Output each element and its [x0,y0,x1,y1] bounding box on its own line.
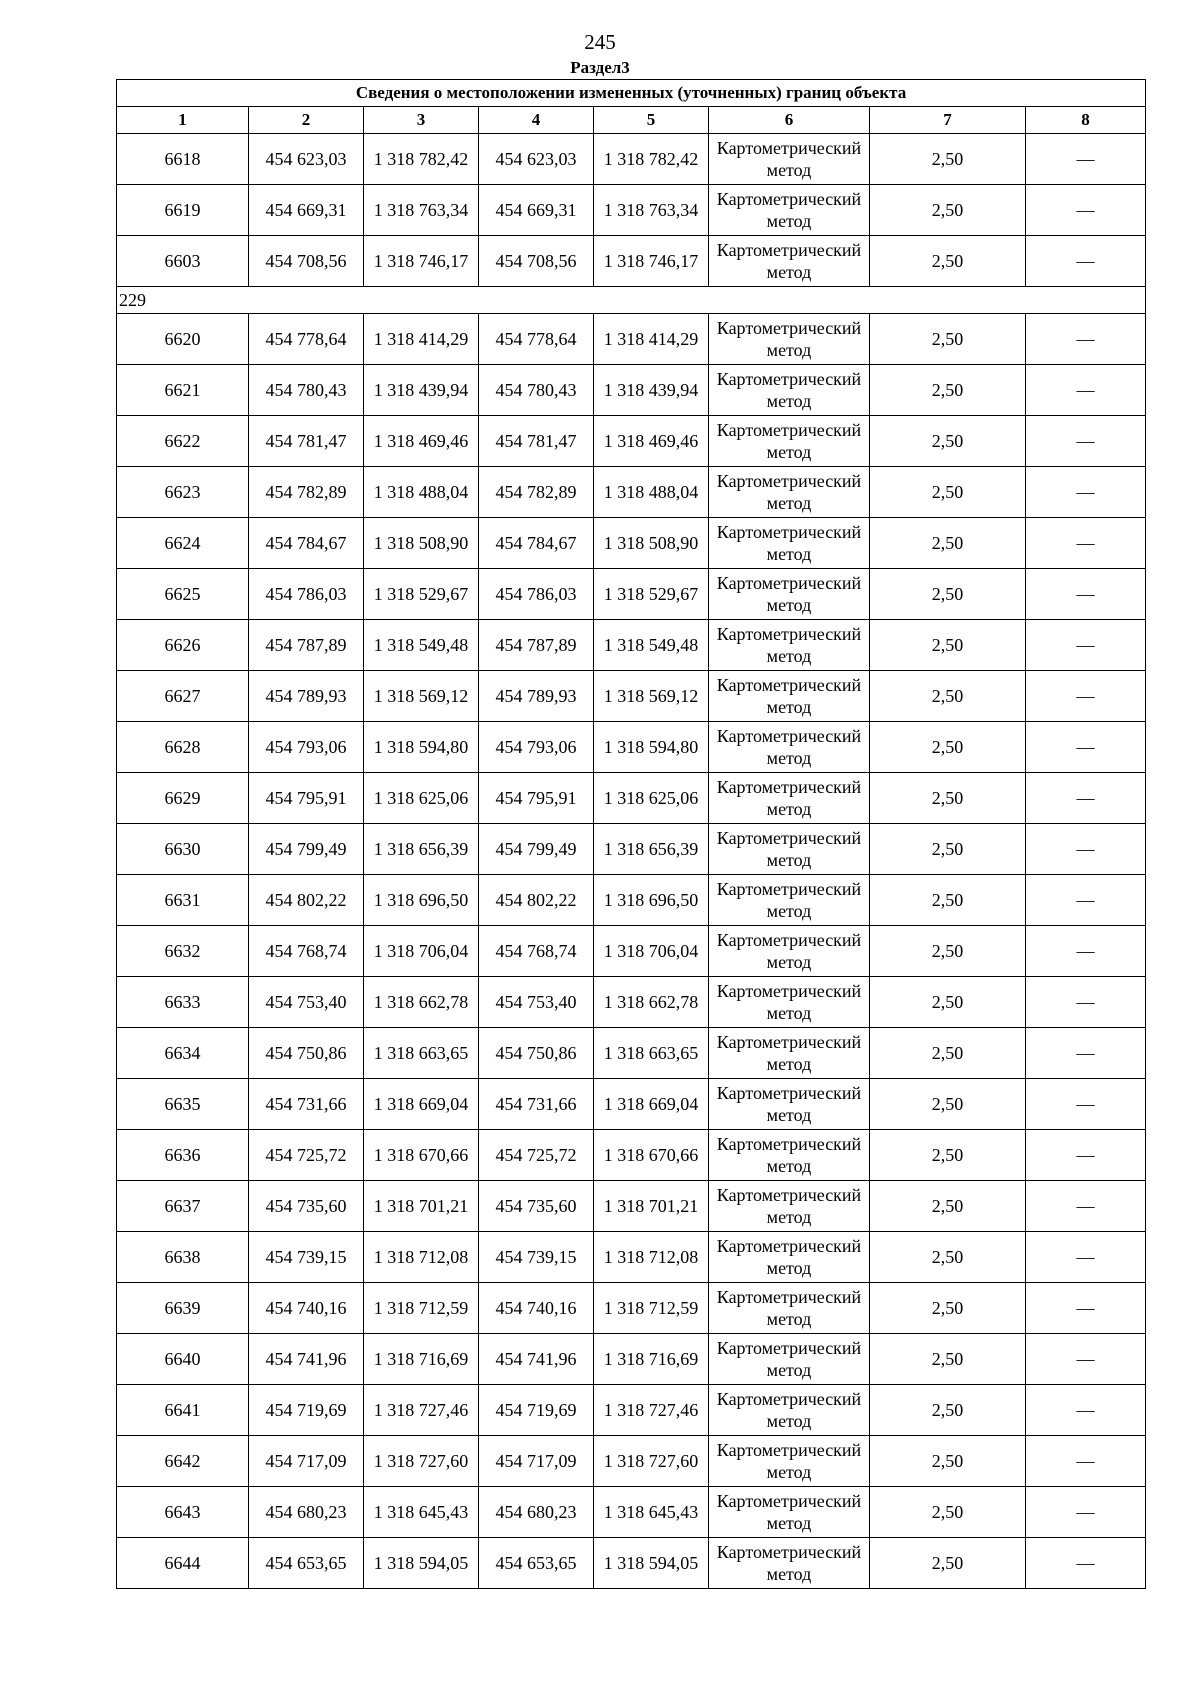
x-existing-cell: 454 768,74 [249,926,364,977]
description-cell: — [1026,620,1146,671]
point-number-cell: 6623 [117,467,249,518]
y-existing-cell: 1 318 706,04 [364,926,479,977]
point-number-cell: 6625 [117,569,249,620]
table-header-row [117,107,1146,134]
description-cell: — [1026,671,1146,722]
x-new-cell: 454 735,60 [479,1181,594,1232]
y-existing-cell: 1 318 594,05 [364,1538,479,1589]
table-row [117,518,1146,569]
accuracy-cell: 2,50 [870,824,1026,875]
accuracy-cell: 2,50 [870,1538,1026,1589]
method-cell: Картометрический метод [709,1283,870,1334]
accuracy-cell: 2,50 [870,620,1026,671]
point-number-cell: 6635 [117,1079,249,1130]
point-number-cell: 6626 [117,620,249,671]
method-cell: Картометрический метод [709,1028,870,1079]
description-cell: — [1026,926,1146,977]
accuracy-cell: 2,50 [870,416,1026,467]
point-number-cell: 6633 [117,977,249,1028]
y-existing-cell: 1 318 669,04 [364,1079,479,1130]
table-row [117,773,1146,824]
x-existing-cell: 454 653,65 [249,1538,364,1589]
x-new-cell: 454 782,89 [479,467,594,518]
accuracy-cell: 2,50 [870,1487,1026,1538]
y-existing-cell: 1 318 414,29 [364,314,479,365]
point-number-cell: 6636 [117,1130,249,1181]
y-new-cell: 1 318 716,69 [594,1334,709,1385]
column-header: 6 [709,107,870,134]
point-number-cell: 6640 [117,1334,249,1385]
x-existing-cell: 454 708,56 [249,236,364,287]
table-row [117,620,1146,671]
description-cell: — [1026,1334,1146,1385]
point-number-cell: 6619 [117,185,249,236]
description-cell: — [1026,977,1146,1028]
point-number-cell: 6629 [117,773,249,824]
x-new-cell: 454 653,65 [479,1538,594,1589]
x-existing-cell: 454 623,03 [249,134,364,185]
description-cell: — [1026,1028,1146,1079]
table-row [117,1079,1146,1130]
description-cell: — [1026,1283,1146,1334]
point-number-cell: 6641 [117,1385,249,1436]
description-cell: — [1026,518,1146,569]
table-row [117,365,1146,416]
x-existing-cell: 454 750,86 [249,1028,364,1079]
y-new-cell: 1 318 746,17 [594,236,709,287]
accuracy-cell: 2,50 [870,185,1026,236]
y-existing-cell: 1 318 763,34 [364,185,479,236]
y-new-cell: 1 318 696,50 [594,875,709,926]
y-existing-cell: 1 318 549,48 [364,620,479,671]
accuracy-cell: 2,50 [870,314,1026,365]
x-existing-cell: 454 787,89 [249,620,364,671]
method-cell: Картометрический метод [709,1385,870,1436]
page-number: 245 [584,30,616,54]
accuracy-cell: 2,50 [870,569,1026,620]
y-existing-cell: 1 318 529,67 [364,569,479,620]
x-new-cell: 454 789,93 [479,671,594,722]
description-cell: — [1026,134,1146,185]
column-header: 2 [249,107,364,134]
point-number-cell: 6622 [117,416,249,467]
x-new-cell: 454 786,03 [479,569,594,620]
point-number-cell: 6620 [117,314,249,365]
table-row [117,722,1146,773]
description-cell: — [1026,365,1146,416]
x-existing-cell: 454 784,67 [249,518,364,569]
y-existing-cell: 1 318 656,39 [364,824,479,875]
method-cell: Картометрический метод [709,134,870,185]
table-row [117,569,1146,620]
column-header: 7 [870,107,1026,134]
x-existing-cell: 454 735,60 [249,1181,364,1232]
column-header: 5 [594,107,709,134]
point-number-cell: 6642 [117,1436,249,1487]
y-new-cell: 1 318 625,06 [594,773,709,824]
x-existing-cell: 454 786,03 [249,569,364,620]
point-number-cell: 6630 [117,824,249,875]
method-cell: Картометрический метод [709,1079,870,1130]
table-row [117,875,1146,926]
y-new-cell: 1 318 701,21 [594,1181,709,1232]
description-cell: — [1026,1232,1146,1283]
table-row [117,1436,1146,1487]
x-existing-cell: 454 719,69 [249,1385,364,1436]
x-new-cell: 454 780,43 [479,365,594,416]
x-existing-cell: 454 725,72 [249,1130,364,1181]
y-new-cell: 1 318 663,65 [594,1028,709,1079]
y-new-cell: 1 318 669,04 [594,1079,709,1130]
accuracy-cell: 2,50 [870,365,1026,416]
x-new-cell: 454 784,67 [479,518,594,569]
y-new-cell: 1 318 439,94 [594,365,709,416]
x-existing-cell: 454 799,49 [249,824,364,875]
x-new-cell: 454 719,69 [479,1385,594,1436]
method-cell: Картометрический метод [709,416,870,467]
accuracy-cell: 2,50 [870,518,1026,569]
method-cell: Картометрический метод [709,875,870,926]
column-header: 8 [1026,107,1146,134]
description-cell: — [1026,314,1146,365]
method-cell: Картометрический метод [709,1232,870,1283]
x-new-cell: 454 741,96 [479,1334,594,1385]
accuracy-cell: 2,50 [870,134,1026,185]
table-caption: Сведения о местоположении измененных (уточненных) границ объекта [117,80,1146,107]
y-new-cell: 1 318 712,59 [594,1283,709,1334]
accuracy-cell: 2,50 [870,1028,1026,1079]
y-existing-cell: 1 318 625,06 [364,773,479,824]
point-number-cell: 6643 [117,1487,249,1538]
method-cell: Картометрический метод [709,1130,870,1181]
accuracy-cell: 2,50 [870,977,1026,1028]
description-cell: — [1026,1385,1146,1436]
description-cell: — [1026,875,1146,926]
x-new-cell: 454 739,15 [479,1232,594,1283]
y-new-cell: 1 318 727,46 [594,1385,709,1436]
point-number-cell: 6628 [117,722,249,773]
x-existing-cell: 454 789,93 [249,671,364,722]
y-existing-cell: 1 318 439,94 [364,365,479,416]
y-new-cell: 1 318 414,29 [594,314,709,365]
method-cell: Картометрический метод [709,1181,870,1232]
y-new-cell: 1 318 662,78 [594,977,709,1028]
description-cell: — [1026,1181,1146,1232]
table-row [117,134,1146,185]
method-cell: Картометрический метод [709,824,870,875]
y-new-cell: 1 318 488,04 [594,467,709,518]
x-new-cell: 454 725,72 [479,1130,594,1181]
accuracy-cell: 2,50 [870,1283,1026,1334]
x-existing-cell: 454 731,66 [249,1079,364,1130]
table-row [117,1181,1146,1232]
description-cell: — [1026,1538,1146,1589]
table-row [117,1232,1146,1283]
method-cell: Картометрический метод [709,314,870,365]
accuracy-cell: 2,50 [870,1334,1026,1385]
table-row [117,1487,1146,1538]
y-existing-cell: 1 318 716,69 [364,1334,479,1385]
y-new-cell: 1 318 529,67 [594,569,709,620]
x-new-cell: 454 781,47 [479,416,594,467]
description-cell: — [1026,416,1146,467]
accuracy-cell: 2,50 [870,1232,1026,1283]
method-cell: Картометрический метод [709,620,870,671]
table-row [117,236,1146,287]
point-number-cell: 6631 [117,875,249,926]
x-existing-cell: 454 802,22 [249,875,364,926]
method-cell: Картометрический метод [709,1334,870,1385]
y-existing-cell: 1 318 662,78 [364,977,479,1028]
y-new-cell: 1 318 594,05 [594,1538,709,1589]
point-number-cell: 6618 [117,134,249,185]
y-new-cell: 1 318 508,90 [594,518,709,569]
x-existing-cell: 454 782,89 [249,467,364,518]
group-row [117,287,1146,314]
description-cell: — [1026,773,1146,824]
x-existing-cell: 454 781,47 [249,416,364,467]
description-cell: — [1026,1436,1146,1487]
x-existing-cell: 454 778,64 [249,314,364,365]
x-existing-cell: 454 741,96 [249,1334,364,1385]
point-number-cell: 6639 [117,1283,249,1334]
description-cell: — [1026,569,1146,620]
accuracy-cell: 2,50 [870,1130,1026,1181]
accuracy-cell: 2,50 [870,773,1026,824]
y-new-cell: 1 318 706,04 [594,926,709,977]
x-new-cell: 454 778,64 [479,314,594,365]
method-cell: Картометрический метод [709,926,870,977]
column-header: 4 [479,107,594,134]
accuracy-cell: 2,50 [870,1181,1026,1232]
table-row [117,314,1146,365]
point-number-cell: 6627 [117,671,249,722]
x-existing-cell: 454 793,06 [249,722,364,773]
y-new-cell: 1 318 549,48 [594,620,709,671]
x-new-cell: 454 802,22 [479,875,594,926]
point-number-cell: 6621 [117,365,249,416]
table-body [117,134,1146,1589]
x-existing-cell: 454 669,31 [249,185,364,236]
accuracy-cell: 2,50 [870,467,1026,518]
accuracy-cell: 2,50 [870,1436,1026,1487]
method-cell: Картометрический метод [709,977,870,1028]
y-existing-cell: 1 318 746,17 [364,236,479,287]
x-existing-cell: 454 780,43 [249,365,364,416]
x-new-cell: 454 750,86 [479,1028,594,1079]
point-number-cell: 6634 [117,1028,249,1079]
column-header: 3 [364,107,479,134]
x-existing-cell: 454 740,16 [249,1283,364,1334]
description-cell: — [1026,824,1146,875]
accuracy-cell: 2,50 [870,926,1026,977]
x-new-cell: 454 623,03 [479,134,594,185]
y-new-cell: 1 318 594,80 [594,722,709,773]
method-cell: Картометрический метод [709,467,870,518]
method-cell: Картометрический метод [709,671,870,722]
x-new-cell: 454 768,74 [479,926,594,977]
description-cell: — [1026,236,1146,287]
y-new-cell: 1 318 469,46 [594,416,709,467]
description-cell: — [1026,1130,1146,1181]
description-cell: — [1026,1487,1146,1538]
point-number-cell: 6632 [117,926,249,977]
y-existing-cell: 1 318 594,80 [364,722,479,773]
coordinates-table [116,79,1146,1589]
y-existing-cell: 1 318 712,59 [364,1283,479,1334]
x-new-cell: 454 787,89 [479,620,594,671]
x-existing-cell: 454 795,91 [249,773,364,824]
table-row [117,1028,1146,1079]
table-row [117,926,1146,977]
description-cell: — [1026,467,1146,518]
description-cell: — [1026,722,1146,773]
accuracy-cell: 2,50 [870,236,1026,287]
table-row [117,1538,1146,1589]
description-cell: — [1026,185,1146,236]
y-new-cell: 1 318 670,66 [594,1130,709,1181]
table-row [117,977,1146,1028]
accuracy-cell: 2,50 [870,722,1026,773]
method-cell: Картометрический метод [709,236,870,287]
table-row [117,1283,1146,1334]
y-existing-cell: 1 318 663,65 [364,1028,479,1079]
group-label: 229 [117,287,1146,314]
y-new-cell: 1 318 727,60 [594,1436,709,1487]
accuracy-cell: 2,50 [870,1385,1026,1436]
method-cell: Картометрический метод [709,773,870,824]
y-existing-cell: 1 318 670,66 [364,1130,479,1181]
x-new-cell: 454 708,56 [479,236,594,287]
method-cell: Картометрический метод [709,722,870,773]
table-row [117,416,1146,467]
y-new-cell: 1 318 763,34 [594,185,709,236]
y-existing-cell: 1 318 488,04 [364,467,479,518]
description-cell: — [1026,1079,1146,1130]
x-new-cell: 454 793,06 [479,722,594,773]
point-number-cell: 6624 [117,518,249,569]
x-new-cell: 454 740,16 [479,1283,594,1334]
table-row [117,824,1146,875]
y-existing-cell: 1 318 645,43 [364,1487,479,1538]
x-new-cell: 454 731,66 [479,1079,594,1130]
y-existing-cell: 1 318 712,08 [364,1232,479,1283]
y-new-cell: 1 318 569,12 [594,671,709,722]
x-existing-cell: 454 680,23 [249,1487,364,1538]
y-new-cell: 1 318 782,42 [594,134,709,185]
y-existing-cell: 1 318 701,21 [364,1181,479,1232]
method-cell: Картометрический метод [709,569,870,620]
section-title: Раздел3 [570,58,630,77]
y-existing-cell: 1 318 696,50 [364,875,479,926]
method-cell: Картометрический метод [709,365,870,416]
y-existing-cell: 1 318 569,12 [364,671,479,722]
method-cell: Картометрический метод [709,1538,870,1589]
table-row [117,1130,1146,1181]
method-cell: Картометрический метод [709,518,870,569]
y-existing-cell: 1 318 727,60 [364,1436,479,1487]
x-new-cell: 454 717,09 [479,1436,594,1487]
y-existing-cell: 1 318 508,90 [364,518,479,569]
accuracy-cell: 2,50 [870,671,1026,722]
point-number-cell: 6644 [117,1538,249,1589]
y-existing-cell: 1 318 782,42 [364,134,479,185]
y-existing-cell: 1 318 727,46 [364,1385,479,1436]
x-new-cell: 454 799,49 [479,824,594,875]
column-header: 1 [117,107,249,134]
method-cell: Картометрический метод [709,185,870,236]
x-existing-cell: 454 739,15 [249,1232,364,1283]
y-existing-cell: 1 318 469,46 [364,416,479,467]
table-row [117,1334,1146,1385]
table-row [117,671,1146,722]
y-new-cell: 1 318 656,39 [594,824,709,875]
accuracy-cell: 2,50 [870,1079,1026,1130]
y-new-cell: 1 318 645,43 [594,1487,709,1538]
table-row [117,467,1146,518]
accuracy-cell: 2,50 [870,875,1026,926]
table-row [117,1385,1146,1436]
x-new-cell: 454 795,91 [479,773,594,824]
x-existing-cell: 454 753,40 [249,977,364,1028]
method-cell: Картометрический метод [709,1436,870,1487]
x-new-cell: 454 669,31 [479,185,594,236]
point-number-cell: 6637 [117,1181,249,1232]
y-new-cell: 1 318 712,08 [594,1232,709,1283]
point-number-cell: 6603 [117,236,249,287]
x-new-cell: 454 680,23 [479,1487,594,1538]
method-cell: Картометрический метод [709,1487,870,1538]
x-new-cell: 454 753,40 [479,977,594,1028]
x-existing-cell: 454 717,09 [249,1436,364,1487]
point-number-cell: 6638 [117,1232,249,1283]
table-row [117,185,1146,236]
